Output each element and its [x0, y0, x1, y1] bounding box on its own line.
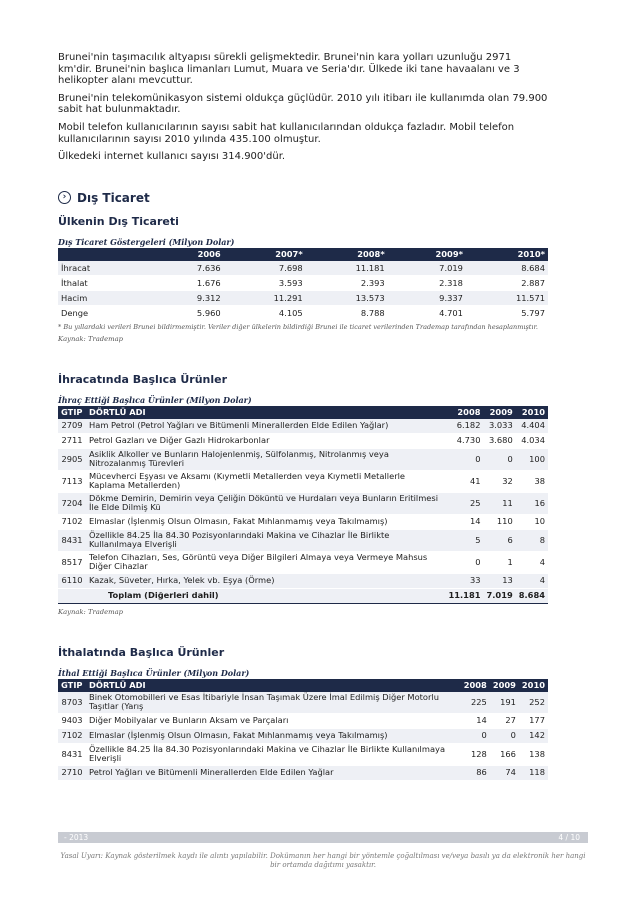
table-cell: 0 [461, 728, 490, 743]
table-cell: 0 [445, 551, 483, 573]
table-cell: 3.033 [484, 419, 516, 434]
table-footnote: * Bu yıllardaki verileri Brunei bildirmemiştir. Veriler diğer ülkelerin bildirdiği Brunei ile ticaret verilerinden Trademap tarafından hesaplanmıştır. [58, 322, 538, 331]
table-row [58, 765, 548, 780]
table-cell: 4.404 [516, 419, 548, 434]
gtip-code: 2711 [58, 433, 86, 448]
table-cell: 0 [490, 728, 519, 743]
row-label: İthalat [58, 275, 154, 290]
table-cell: 5.797 [466, 305, 548, 320]
table-cell: 4 [516, 551, 548, 573]
table-cell: 11.291 [224, 290, 306, 305]
footer-bar [58, 832, 588, 843]
table-cell: 2.393 [306, 275, 388, 290]
table-cell: 4.701 [388, 305, 466, 320]
table-cell: 7.019 [484, 588, 516, 603]
row-label: İhracat [58, 261, 154, 276]
table-header-row [58, 679, 548, 692]
gtip-code: 7204 [58, 492, 86, 514]
column-header: 2008* [306, 248, 388, 261]
table-cell: 10 [516, 514, 548, 529]
table-row [58, 551, 548, 573]
exports-heading: İhracatında Başlıca Ürünler [58, 372, 228, 386]
paragraph-mobile: Mobil telefon kullanıcılarının sayısı sabit hat kullanıcılarından oldukça fazladır. Mobil telefon kullanıcılarının sayısı 2010 yılında 435.100 olmuştur. [58, 121, 515, 145]
table-row [58, 305, 548, 320]
product-name: Kazak, Süveter, Hırka, Yelek vb. Eşya (Örme) [86, 573, 445, 588]
column-header [58, 248, 154, 261]
table-row [58, 470, 548, 492]
table-cell: 191 [490, 692, 519, 714]
table-cell: 11.181 [445, 588, 483, 603]
foreign-trade-caption: Dış Ticaret Göstergeleri (Milyon Dolar) [58, 236, 235, 247]
table-cell: 4.034 [516, 433, 548, 448]
table-cell: 38 [516, 470, 548, 492]
product-name: Özellikle 84.25 İla 84.30 Pozisyonlarındaki Makina ve Cihazlar İle Birlikte Kullanılmaya Elverişli [86, 529, 445, 551]
table-cell: 7.636 [154, 261, 224, 276]
table-cell: 110 [484, 514, 516, 529]
table-cell: 7.698 [224, 261, 306, 276]
table-cell: 6 [484, 529, 516, 551]
gtip-code: 2709 [58, 419, 86, 434]
table-cell: 9.312 [154, 290, 224, 305]
table-cell: 4 [516, 573, 548, 588]
column-header: 2008 [445, 406, 483, 419]
table-cell: 13.573 [306, 290, 388, 305]
product-name: Asiklik Alkoller ve Bunların Halojenlenmiş, Sülfolanmış, Nitrolanmış veya Nitrozalanmış Türevleri [86, 448, 445, 470]
table-header-row [58, 406, 548, 419]
legal-disclaimer: Yasal Uyarı: Kaynak gösterilmek kaydı ile alıntı yapılabilir. Dokümanın her hangi bir yöntemle çoğaltılması ve/veya basılı ya da elektronik her hangi bir ortamda dağıtımı yasaktır. [60, 852, 586, 869]
table-total-row [58, 588, 548, 603]
table-cell: 11.181 [306, 261, 388, 276]
imports-table [58, 679, 548, 781]
table-row [58, 692, 548, 714]
row-label: Denge [58, 305, 154, 320]
table-cell: 14 [445, 514, 483, 529]
table-cell: 142 [519, 728, 548, 743]
table-cell: 11 [484, 492, 516, 514]
table-cell: 33 [445, 573, 483, 588]
exports-table [58, 406, 548, 604]
table-cell: 166 [490, 743, 519, 765]
foreign-trade-heading: Ülkenin Dış Ticareti [58, 214, 179, 228]
table-cell: 5.960 [154, 305, 224, 320]
table-cell: 8.788 [306, 305, 388, 320]
gtip-code: 6110 [58, 573, 86, 588]
exports-caption: İhraç Ettiği Başlıca Ürünler (Milyon Dolar) [58, 394, 252, 405]
table-cell: 7.019 [388, 261, 466, 276]
gtip-code: 8703 [58, 692, 86, 714]
product-name: Elmaslar (İşlenmiş Olsun Olmasın, Fakat Mıhlanmamış veya Takılmamış) [86, 728, 461, 743]
column-header: 2010 [516, 406, 548, 419]
table-cell: 2.887 [466, 275, 548, 290]
gtip-code: 7113 [58, 470, 86, 492]
table-row [58, 419, 548, 434]
table-row [58, 492, 548, 514]
gtip-code: 7102 [58, 728, 86, 743]
table-cell: 1 [484, 551, 516, 573]
product-name: Dökme Demirin, Demirin veya Çeliğin Döküntü ve Hurdaları veya Bunların Eritilmesi İle Elde Dilmiş Kü [86, 492, 445, 514]
column-header: 2010 [519, 679, 548, 692]
table-row [58, 573, 548, 588]
table-row [58, 514, 548, 529]
table-cell: 0 [445, 448, 483, 470]
table-row [58, 713, 548, 728]
table-cell: 8.684 [516, 588, 548, 603]
table-row [58, 743, 548, 765]
table-cell: 225 [461, 692, 490, 714]
table-row [58, 261, 548, 276]
table-cell: 32 [484, 470, 516, 492]
column-header: 2009 [484, 406, 516, 419]
table-cell: 86 [461, 765, 490, 780]
product-name: Petrol Yağları ve Bitümenli Minerallerden Elde Edilen Yağlar [86, 765, 461, 780]
column-header: GTIP [58, 406, 86, 419]
row-label: Hacim [58, 290, 154, 305]
product-name: Ham Petrol (Petrol Yağları ve Bitümenli Minerallerden Elde Edilen Yağlar) [86, 419, 445, 434]
paragraph-telecom: Brunei'nin telekomünikasyon sistemi oldukça güçlüdür. 2010 yılı itibarı ile kullanımda olan 79.900 sabit hat bulunmaktadır. [58, 92, 548, 116]
table-row [58, 433, 548, 448]
imports-caption: İthal Ettiği Başlıca Ürünler (Milyon Dolar) [58, 667, 250, 678]
gtip-code [58, 588, 86, 603]
table-cell: 100 [516, 448, 548, 470]
column-header: 2009* [388, 248, 466, 261]
chevron-circle-icon: › [58, 191, 71, 204]
table-cell: 0 [484, 448, 516, 470]
table-cell: 14 [461, 713, 490, 728]
gtip-code: 8517 [58, 551, 86, 573]
table-cell: 8.684 [466, 261, 548, 276]
column-header: 2008 [461, 679, 490, 692]
column-header: DÖRTLÜ ADI [86, 679, 461, 692]
table-cell: 13 [484, 573, 516, 588]
column-header: 2006 [154, 248, 224, 261]
table-row [58, 529, 548, 551]
gtip-code: 7102 [58, 514, 86, 529]
table-cell: 41 [445, 470, 483, 492]
table-cell: 8 [516, 529, 548, 551]
table-row [58, 275, 548, 290]
table-cell: 4.105 [224, 305, 306, 320]
table-cell: 252 [519, 692, 548, 714]
footer-year: - 2013 [64, 833, 89, 842]
gtip-code: 9403 [58, 713, 86, 728]
imports-heading: İthalatında Başlıca Ürünler [58, 645, 225, 659]
table-cell: 6.182 [445, 419, 483, 434]
column-header: GTIP [58, 679, 86, 692]
table-cell: 1.676 [154, 275, 224, 290]
foreign-trade-table [58, 248, 548, 321]
table-cell: 177 [519, 713, 548, 728]
table-cell: 9.337 [388, 290, 466, 305]
table-cell: 16 [516, 492, 548, 514]
column-header: 2009 [490, 679, 519, 692]
gtip-code: 8431 [58, 529, 86, 551]
paragraph-internet: Ülkedeki internet kullanıcı sayısı 314.900'dür. [58, 151, 286, 163]
table-cell: 5 [445, 529, 483, 551]
table-row [58, 290, 548, 305]
source-note: Kaynak: Trademap [58, 607, 124, 616]
total-label: Toplam (Diğerleri dahil) [86, 588, 445, 603]
product-name: Elmaslar (İşlenmiş Olsun Olmasın, Fakat Mıhlanmamış veya Takılmamış) [86, 514, 445, 529]
column-header: 2007* [224, 248, 306, 261]
table-header-row [58, 248, 548, 261]
table-cell: 128 [461, 743, 490, 765]
product-name: Özellikle 84.25 İla 84.30 Pozisyonlarındaki Makina ve Cihazlar İle Birlikte Kullanılmaya Elverişli [86, 743, 461, 765]
product-name: Petrol Gazları ve Diğer Gazlı Hidrokarbonlar [86, 433, 445, 448]
table-cell: 4.730 [445, 433, 483, 448]
product-name: Binek Otomobilleri ve Esas İtibariyle İnsan Taşımak Üzere İmal Edilmiş Diğer Motorlu Taşıtlar (Yarış [86, 692, 461, 714]
column-header: 2010* [466, 248, 548, 261]
gtip-code: 2710 [58, 765, 86, 780]
table-row [58, 448, 548, 470]
document-page [58, 52, 548, 781]
source-note: Kaynak: Trademap [58, 334, 124, 343]
product-name: Mücevherci Eşyası ve Aksamı (Kıymetli Metallerden veya Kıymetli Metallerle Kaplama Metallerden) [86, 470, 445, 492]
section-title-text: Dış Ticaret [77, 190, 150, 205]
table-cell: 2.318 [388, 275, 466, 290]
table-cell: 3.680 [484, 433, 516, 448]
page-number: 4 / 10 [558, 833, 580, 842]
gtip-code: 2905 [58, 448, 86, 470]
table-cell: 25 [445, 492, 483, 514]
table-cell: 11.571 [466, 290, 548, 305]
gtip-code: 8431 [58, 743, 86, 765]
table-cell: 138 [519, 743, 548, 765]
paragraph-transport: Brunei'nin taşımacılık altyapısı sürekli gelişmektedir. Brunei'nin kara yolları uzunluğu 2971 km'dir. Brunei'nin başlıca limanları Lumut, Muara ve Seria'dır. Ülkede iki tane havaalanı ve 3 helikopter alanı mevcuttur. [58, 52, 520, 87]
column-header: DÖRTLÜ ADI [86, 406, 445, 419]
table-cell: 27 [490, 713, 519, 728]
table-cell: 118 [519, 765, 548, 780]
product-name: Telefon Cihazları, Ses, Görüntü veya Diğer Bilgileri Almaya veya Vermeye Mahsus Diğer Cihazlar [86, 551, 445, 573]
table-cell: 74 [490, 765, 519, 780]
product-name: Diğer Mobilyalar ve Bunların Aksam ve Parçaları [86, 713, 461, 728]
table-cell: 3.593 [224, 275, 306, 290]
section-title [58, 191, 548, 205]
table-row [58, 728, 548, 743]
